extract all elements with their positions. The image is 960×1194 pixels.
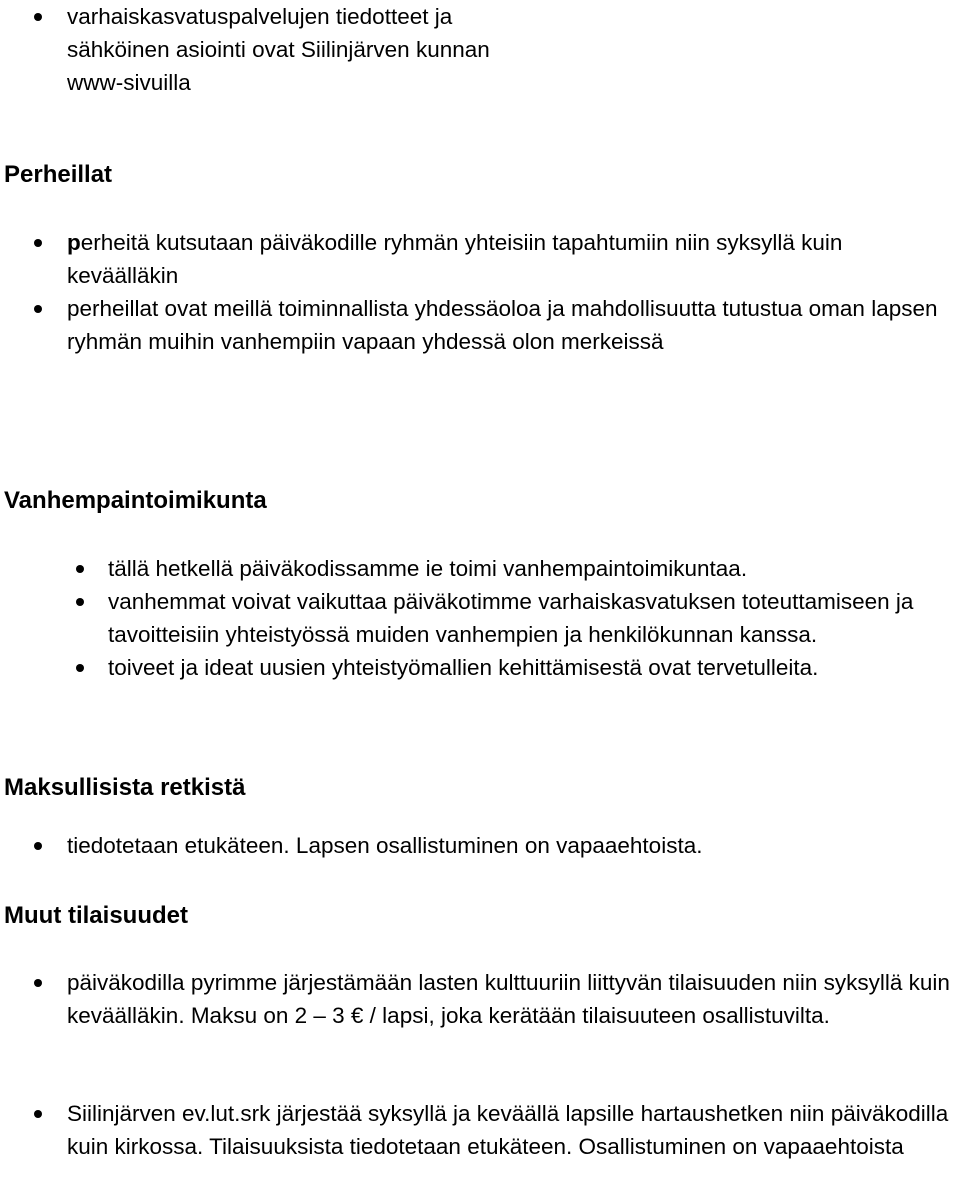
parents-committee-list-wrap [0, 552, 960, 684]
bullet-icon [34, 979, 42, 987]
bullet-icon [34, 13, 42, 21]
list-item: Siilinjärven ev.lut.srk järjestää syksyllä ja keväällä lapsille hartaushetken niin päiväkodilla kuin kirkossa. Tilaisuuksista tiedotetaan etukäteen. Osallistuminen on vapaaehtoista [0, 1097, 960, 1163]
other-events-section [0, 899, 960, 933]
bullet-icon [34, 239, 42, 247]
other-events-list-2 [0, 1097, 960, 1163]
list-item: varhaiskasvatuspalvelujen tiedotteet ja sähköinen asiointi ovat Siilinjärven kunnan www-sivuilla [0, 0, 960, 99]
families-section [0, 158, 960, 192]
parents-committee-section [0, 484, 960, 518]
list-item: vanhemmat voivat vaikuttaa päiväkotimme varhaiskasvatuksen toteuttamiseen ja tavoitteisiin yhteistyössä muiden vanhempien ja henkilökunnan kanssa. [0, 585, 960, 651]
list-item: toiveet ja ideat uusien yhteistyömallien kehittämisestä ovat tervetulleita. [0, 651, 960, 684]
section-heading: Muut tilaisuudet [4, 902, 188, 929]
bullet-icon [34, 305, 42, 313]
section-heading: Perheillat [4, 161, 113, 188]
intro-section [0, 0, 960, 99]
paid-trips-section [0, 771, 960, 805]
list-item: päiväkodilla pyrimme järjestämään lasten kulttuuriin liittyvän tilaisuuden niin syksyllä kuin keväälläkin. Maksu on 2 – 3 € / lapsi, joka kerätään tilaisuuteen osallistuvilta. [0, 966, 960, 1032]
families-list-wrap [0, 226, 960, 358]
bullet-icon [34, 1110, 42, 1118]
bold-letter: p [67, 230, 81, 255]
other-events-list-wrap-1 [0, 966, 960, 1032]
families-list [0, 226, 960, 358]
other-events-list-wrap-2 [0, 1097, 960, 1163]
list-item-text: erheitä kutsutaan päiväkodille ryhmän yhteisiin tapahtumiin niin syksyllä kuin keväälläkin [67, 230, 843, 288]
section-heading: Vanhempaintoimikunta [4, 487, 267, 514]
list-item: perheillat ovat meillä toiminnallista yhdessäoloa ja mahdollisuutta tutustua oman lapsen ryhmän muihin vanhempiin vapaan yhdessä olon merkeissä [0, 292, 960, 358]
list-item [0, 226, 960, 292]
bullet-icon [76, 598, 84, 606]
parents-committee-list [0, 552, 960, 684]
list-item: tiedotetaan etukäteen. Lapsen osallistuminen on vapaaehtoista. [0, 829, 960, 862]
bullet-icon [76, 664, 84, 672]
list-item: tällä hetkellä päiväkodissamme ie toimi vanhempaintoimikuntaa. [0, 552, 960, 585]
section-heading: Maksullisista retkistä [4, 774, 246, 801]
paid-trips-list-wrap [0, 829, 960, 862]
bullet-icon [34, 842, 42, 850]
intro-list [0, 0, 960, 99]
bullet-icon [76, 565, 84, 573]
other-events-list [0, 966, 960, 1032]
paid-trips-list [0, 829, 960, 862]
